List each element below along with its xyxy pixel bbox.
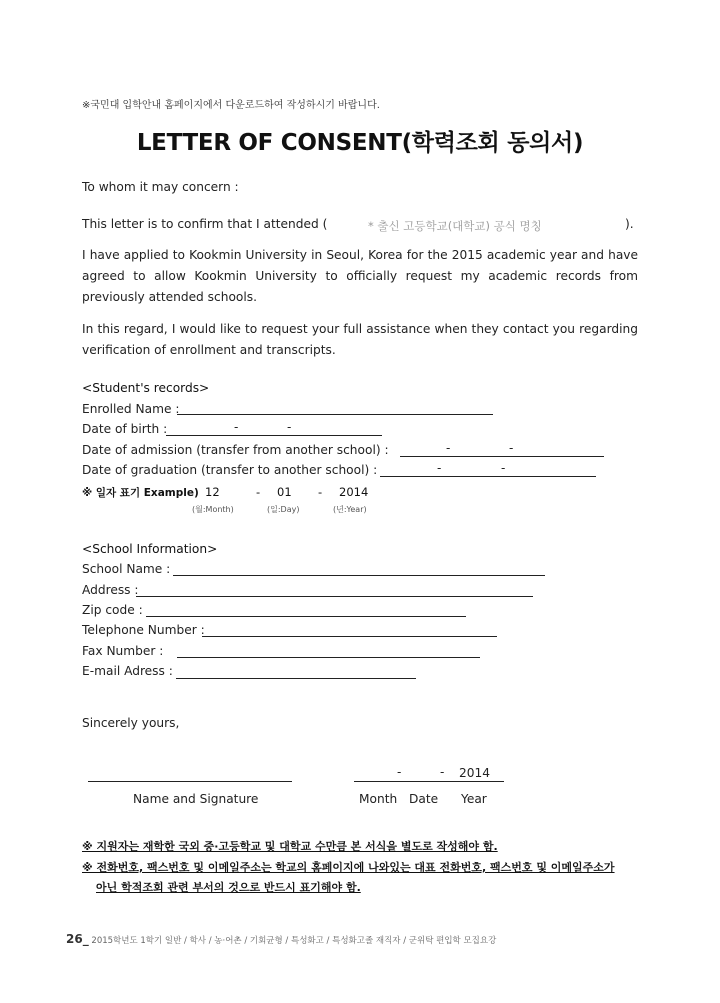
example-separator-2: - <box>318 485 323 499</box>
date-of-birth-label: Date of birth : <box>82 422 168 436</box>
day-hint: (일:Day) <box>267 505 300 514</box>
confirm-suffix: ). <box>625 217 634 231</box>
page-title: LETTER OF CONSENT(학력조회 동의서) <box>136 130 584 156</box>
enrolled-name-label: Enrolled Name : <box>82 402 180 416</box>
note-contact-info: ※ 전화번호, 팩스번호 및 이메일주소는 학교의 홈페이지에 나와있는 대표 전화번호, 팩스번호 및 이메일주소가 <box>82 861 615 874</box>
download-instruction: ※국민대 입학안내 홈페이지에서 다운로드하여 작성하시기 바랍니다. <box>82 100 380 111</box>
address-field[interactable] <box>136 596 533 597</box>
students-records-heading: <Student's records> <box>82 381 210 395</box>
dob-separator-2: - <box>287 420 292 434</box>
date-of-birth-field[interactable] <box>166 435 382 436</box>
example-separator-1: - <box>256 485 261 499</box>
graduation-separator-1: - <box>437 461 442 475</box>
signing-year: 2014 <box>459 766 491 780</box>
date-of-admission-label: Date of admission (transfer from another school) : <box>82 443 389 457</box>
paragraph-request: In this regard, I would like to request your full assistance when they contact you regarding verification of enrollment and transcripts. <box>82 322 638 357</box>
school-name-field[interactable] <box>173 575 545 576</box>
address-label: Address : <box>82 583 139 597</box>
date-format-example-label: ※ 일자 표기 Example) <box>82 487 199 499</box>
school-name-placeholder[interactable]: * 출신 고등학교(대학교) 공식 명칭 <box>368 219 542 233</box>
note-contact-info-cont: 아닌 학적조회 관련 부서의 것으로 반드시 표기해야 함. <box>96 881 361 894</box>
date-of-graduation-field[interactable] <box>380 476 596 477</box>
page-footer <box>66 932 496 946</box>
telephone-field[interactable] <box>202 636 497 637</box>
school-information-heading: <School Information> <box>82 542 218 556</box>
footer-text: 2015학년도 1학기 일반 / 학사 / 농·어촌 / 기회균형 / 특성화고 / 특성화고졸 재직자 / 군위탁 편입학 모집요강 <box>91 936 497 946</box>
enrolled-name-field[interactable] <box>177 414 493 415</box>
zip-code-label: Zip code : <box>82 603 143 617</box>
signing-date-separator-1: - <box>397 765 402 779</box>
telephone-label: Telephone Number : <box>82 623 205 637</box>
month-label: Month <box>359 792 398 806</box>
example-day: 01 <box>277 485 292 499</box>
example-year: 2014 <box>339 485 369 499</box>
name-and-signature-label: Name and Signature <box>133 792 259 806</box>
year-label: Year <box>461 792 487 806</box>
page-number: 26_ <box>66 932 89 946</box>
graduation-separator-2: - <box>501 461 506 475</box>
year-hint: (년:Year) <box>333 505 367 514</box>
school-name-label: School Name : <box>82 562 171 576</box>
dob-separator-1: - <box>234 420 239 434</box>
paragraph-application: I have applied to Kookmin University in Seoul, Korea for the 2015 academic year and have agreed to allow Kookmin University to officially request my academic records from previously attended schools. <box>82 248 638 304</box>
confirm-prefix: This letter is to confirm that I attended ( <box>82 217 328 231</box>
signature-field[interactable] <box>88 781 292 782</box>
fax-field[interactable] <box>177 657 480 658</box>
salutation: To whom it may concern : <box>82 180 239 194</box>
month-hint: (월:Month) <box>192 505 234 514</box>
date-label: Date <box>409 792 439 806</box>
example-month: 12 <box>205 485 220 499</box>
closing: Sincerely yours, <box>82 716 180 730</box>
email-label: E-mail Adress : <box>82 664 173 678</box>
signing-date-field[interactable] <box>354 781 504 782</box>
fax-label: Fax Number : <box>82 644 164 658</box>
note-separate-forms: ※ 지원자는 재학한 국외 중·고등학교 및 대학교 수만큼 본 서식을 별도로 작성해야 함. <box>82 840 498 853</box>
admission-separator-1: - <box>446 441 451 455</box>
signing-date-separator-2: - <box>440 765 445 779</box>
admission-separator-2: - <box>509 441 514 455</box>
zip-code-field[interactable] <box>146 616 466 617</box>
email-field[interactable] <box>176 678 416 679</box>
date-of-admission-field[interactable] <box>400 456 604 457</box>
date-of-graduation-label: Date of graduation (transfer to another school) : <box>82 463 378 477</box>
